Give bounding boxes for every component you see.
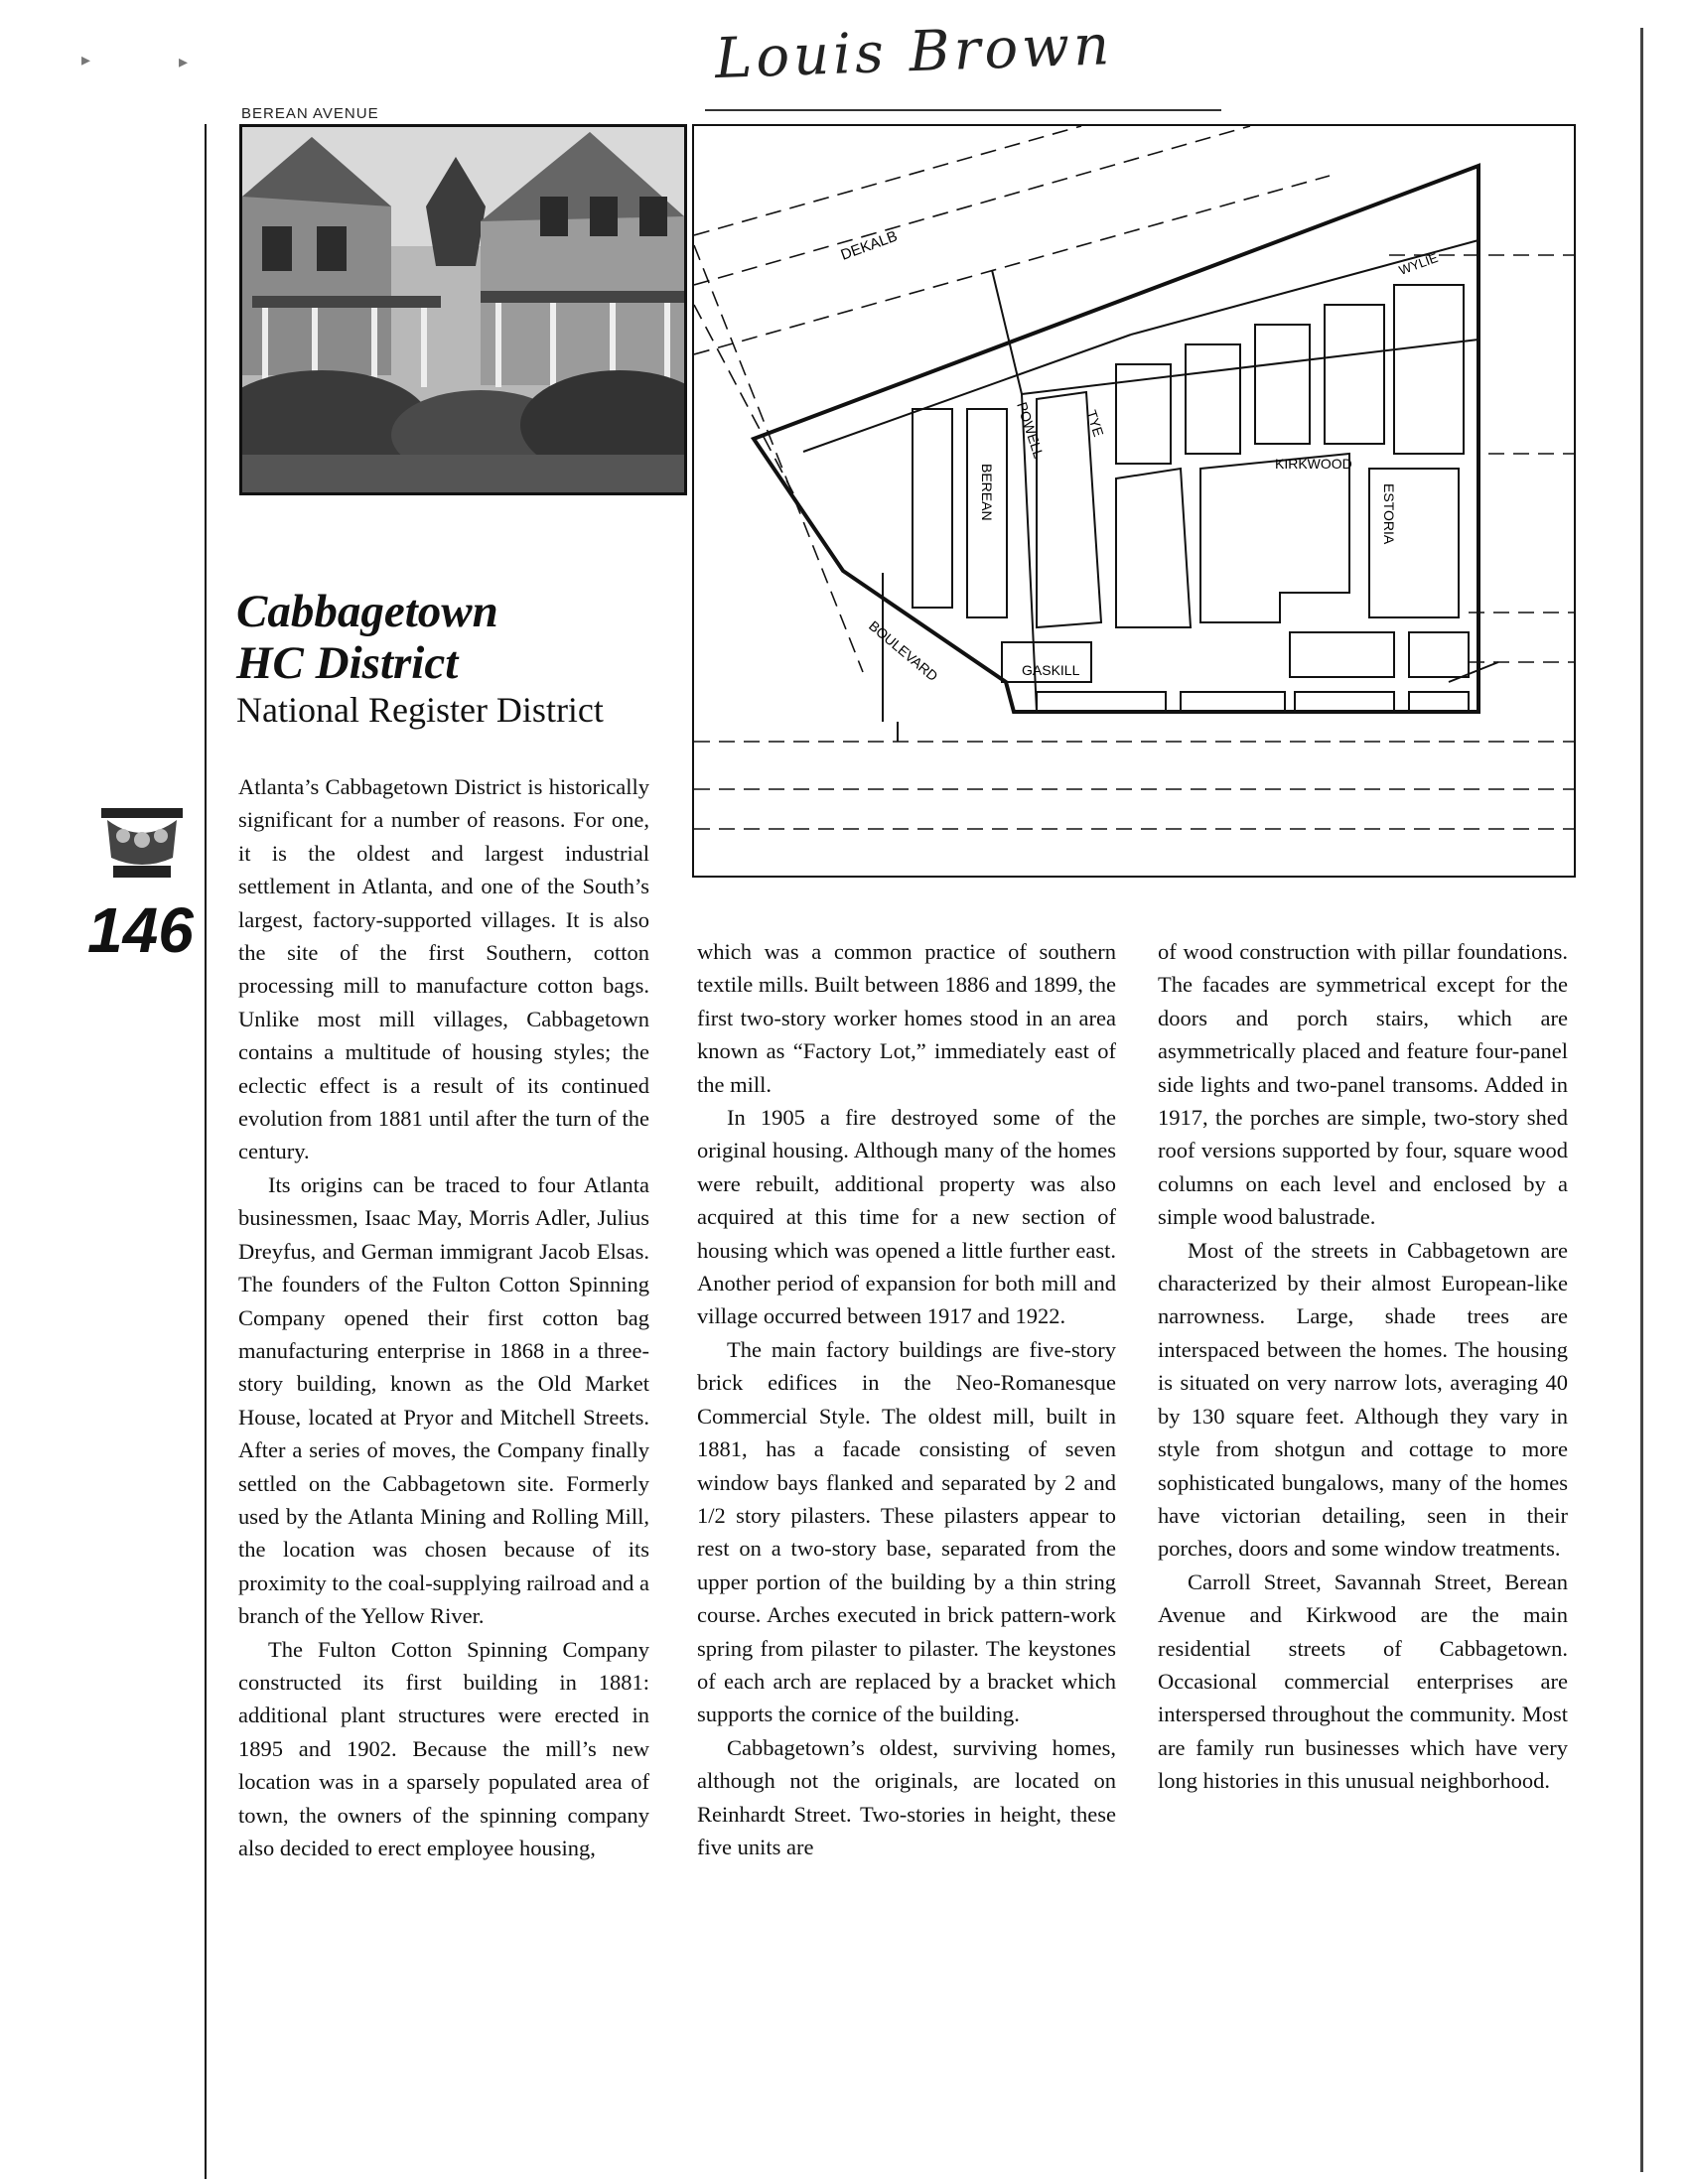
- page-edge-rule: [1640, 28, 1643, 2172]
- paragraph: The main factory buildings are five-story brick edifices in the Neo-Romanesque Commercial Style. The oldest mill, built in 1881, has a facade consisting of seven window bays flanked and separated by 2 and 1/2 story pilasters. These pilasters appear to rest on a two-story base, separated from the upper portion of the building by a thin string course. Arches executed in brick pattern-work spring from pilaster to pilaster. The keystones of each arch are replaced by a bracket which supports the cornice of the building.: [697, 1336, 1116, 1727]
- paragraph: Cabbagetown’s oldest, surviving homes, although not the originals, are located on Reinhardt Street. Two-stories in height, these five units are: [697, 1734, 1116, 1859]
- handwritten-signature: [695, 13, 1231, 107]
- street-label-wylie: WYLIE: [1396, 249, 1441, 278]
- page-subtitle: National Register District: [236, 690, 604, 730]
- paragraph: which was a common practice of southern textile mills. Built between 1886 and 1899, the first two-story worker homes stood in an area known as “Factory Lot,” immediately east of the mill.: [697, 939, 1116, 1097]
- paragraph: of wood construction with pillar foundations. The facades are symmetrical except for the doors and porch stairs, which are asymmetrically placed and feature four-panel side lights and two-panel transoms. Added in 1917, the porches are simple, two-story shed roof versions supported by four, square wood columns on each level and enclosed by a simple wood balustrade.: [1158, 939, 1568, 1230]
- text-column-1: [238, 770, 649, 1864]
- street-label-powell: POWELL: [1014, 399, 1048, 461]
- street-label-boulevard: BOULEVARD: [866, 617, 941, 685]
- title-line-2: HC District: [236, 637, 459, 689]
- signature-underline: [705, 109, 1221, 111]
- photo-caption: BEREAN AVENUE: [241, 105, 379, 122]
- paragraph: Carroll Street, Savannah Street, Berean Avenue and Kirkwood are the main residential streets of Cabbagetown. Occasional commercial enterprises are interspersed throughout the community. Most are family run businesses which have very long histories in this unusual neighborhood.: [1158, 1569, 1568, 1794]
- title-line-1: Cabbagetown: [236, 586, 498, 637]
- paragraph: The Fulton Cotton Spinning Company constructed its first building in 1881: additional plant structures were erected in 1895 and 1902. Because the mill’s new location was in a sparsely populated area of town, the owners of the spinning company also decided to erect employee housing,: [238, 1636, 649, 1860]
- street-label-dekalb: DEKALB: [838, 227, 901, 264]
- street-label-estoria: ESTORIA: [1381, 483, 1397, 545]
- district-map: [692, 124, 1576, 878]
- ornament-icon: [99, 806, 185, 882]
- paragraph: Atlanta’s Cabbagetown District is historically significant for a number of reasons. For one, it is the oldest and largest industrial settlement in Atlanta, and one of the South’s largest, factory-supported villages. It is also the site of the first Southern, cotton processing mill to manufacture cotton bags. Unlike most mill villages, Cabbagetown contains a multitude of housing styles; the eclectic effect is a result of its continued evolution from 1881 until after the turn of the century.: [238, 774, 649, 1164]
- street-label-gaskill: GASKILL: [1022, 662, 1080, 678]
- berean-avenue-photo: [239, 124, 687, 495]
- page-title: [236, 586, 498, 689]
- scan-mark: ▸: [179, 52, 189, 71]
- street-label-tye: TYE: [1083, 407, 1107, 439]
- paragraph: Most of the streets in Cabbagetown are characterized by their almost European-like narrowness. Large, shade trees are interspaced between the homes. The housing is situated on very narrow lots, averaging 40 by 130 square feet. Although they vary in style from shotgun and cottage to more sophisticated bungalows, many of the homes have victorian detailing, seen in their porches, doors and some window treatments.: [1158, 1237, 1568, 1562]
- text-column-3: [1158, 935, 1568, 1798]
- houses-illustration: [242, 127, 684, 492]
- street-label-kirkwood: KIRKWOOD: [1275, 456, 1352, 472]
- left-column-rule: [205, 124, 207, 2179]
- text-column-2: [697, 935, 1116, 1863]
- capital-ornament: [99, 806, 185, 882]
- signature-text: Louis Brown: [714, 13, 1115, 92]
- page-number: 146: [87, 894, 194, 966]
- paragraph: Its origins can be traced to four Atlanta businessmen, Isaac May, Morris Adler, Julius Dreyfus, and German immigrant Jacob Elsas. The founders of the Fulton Cotton Spinning Company opened their first cotton bag manufacturing enterprise in 1868 in a three-story building, known as the Old Market House, located at Pryor and Mitchell Streets. After a series of moves, the Company finally settled on the Cabbagetown site. Formerly used by the Atlanta Mining and Rolling Mill, the location was chosen because of its proximity to the coal-supplying railroad and a branch of the Yellow River.: [238, 1171, 649, 1629]
- scan-mark: ▸: [81, 50, 91, 69]
- street-label-berean: BEREAN: [979, 464, 995, 521]
- paragraph: In 1905 a fire destroyed some of the original housing. Although many of the homes were rebuilt, additional property was also acquired at this time for a new section of housing which was opened a little further east. Another period of expansion for both mill and village occurred between 1917 and 1922.: [697, 1105, 1116, 1329]
- street-map-svg: [694, 126, 1574, 876]
